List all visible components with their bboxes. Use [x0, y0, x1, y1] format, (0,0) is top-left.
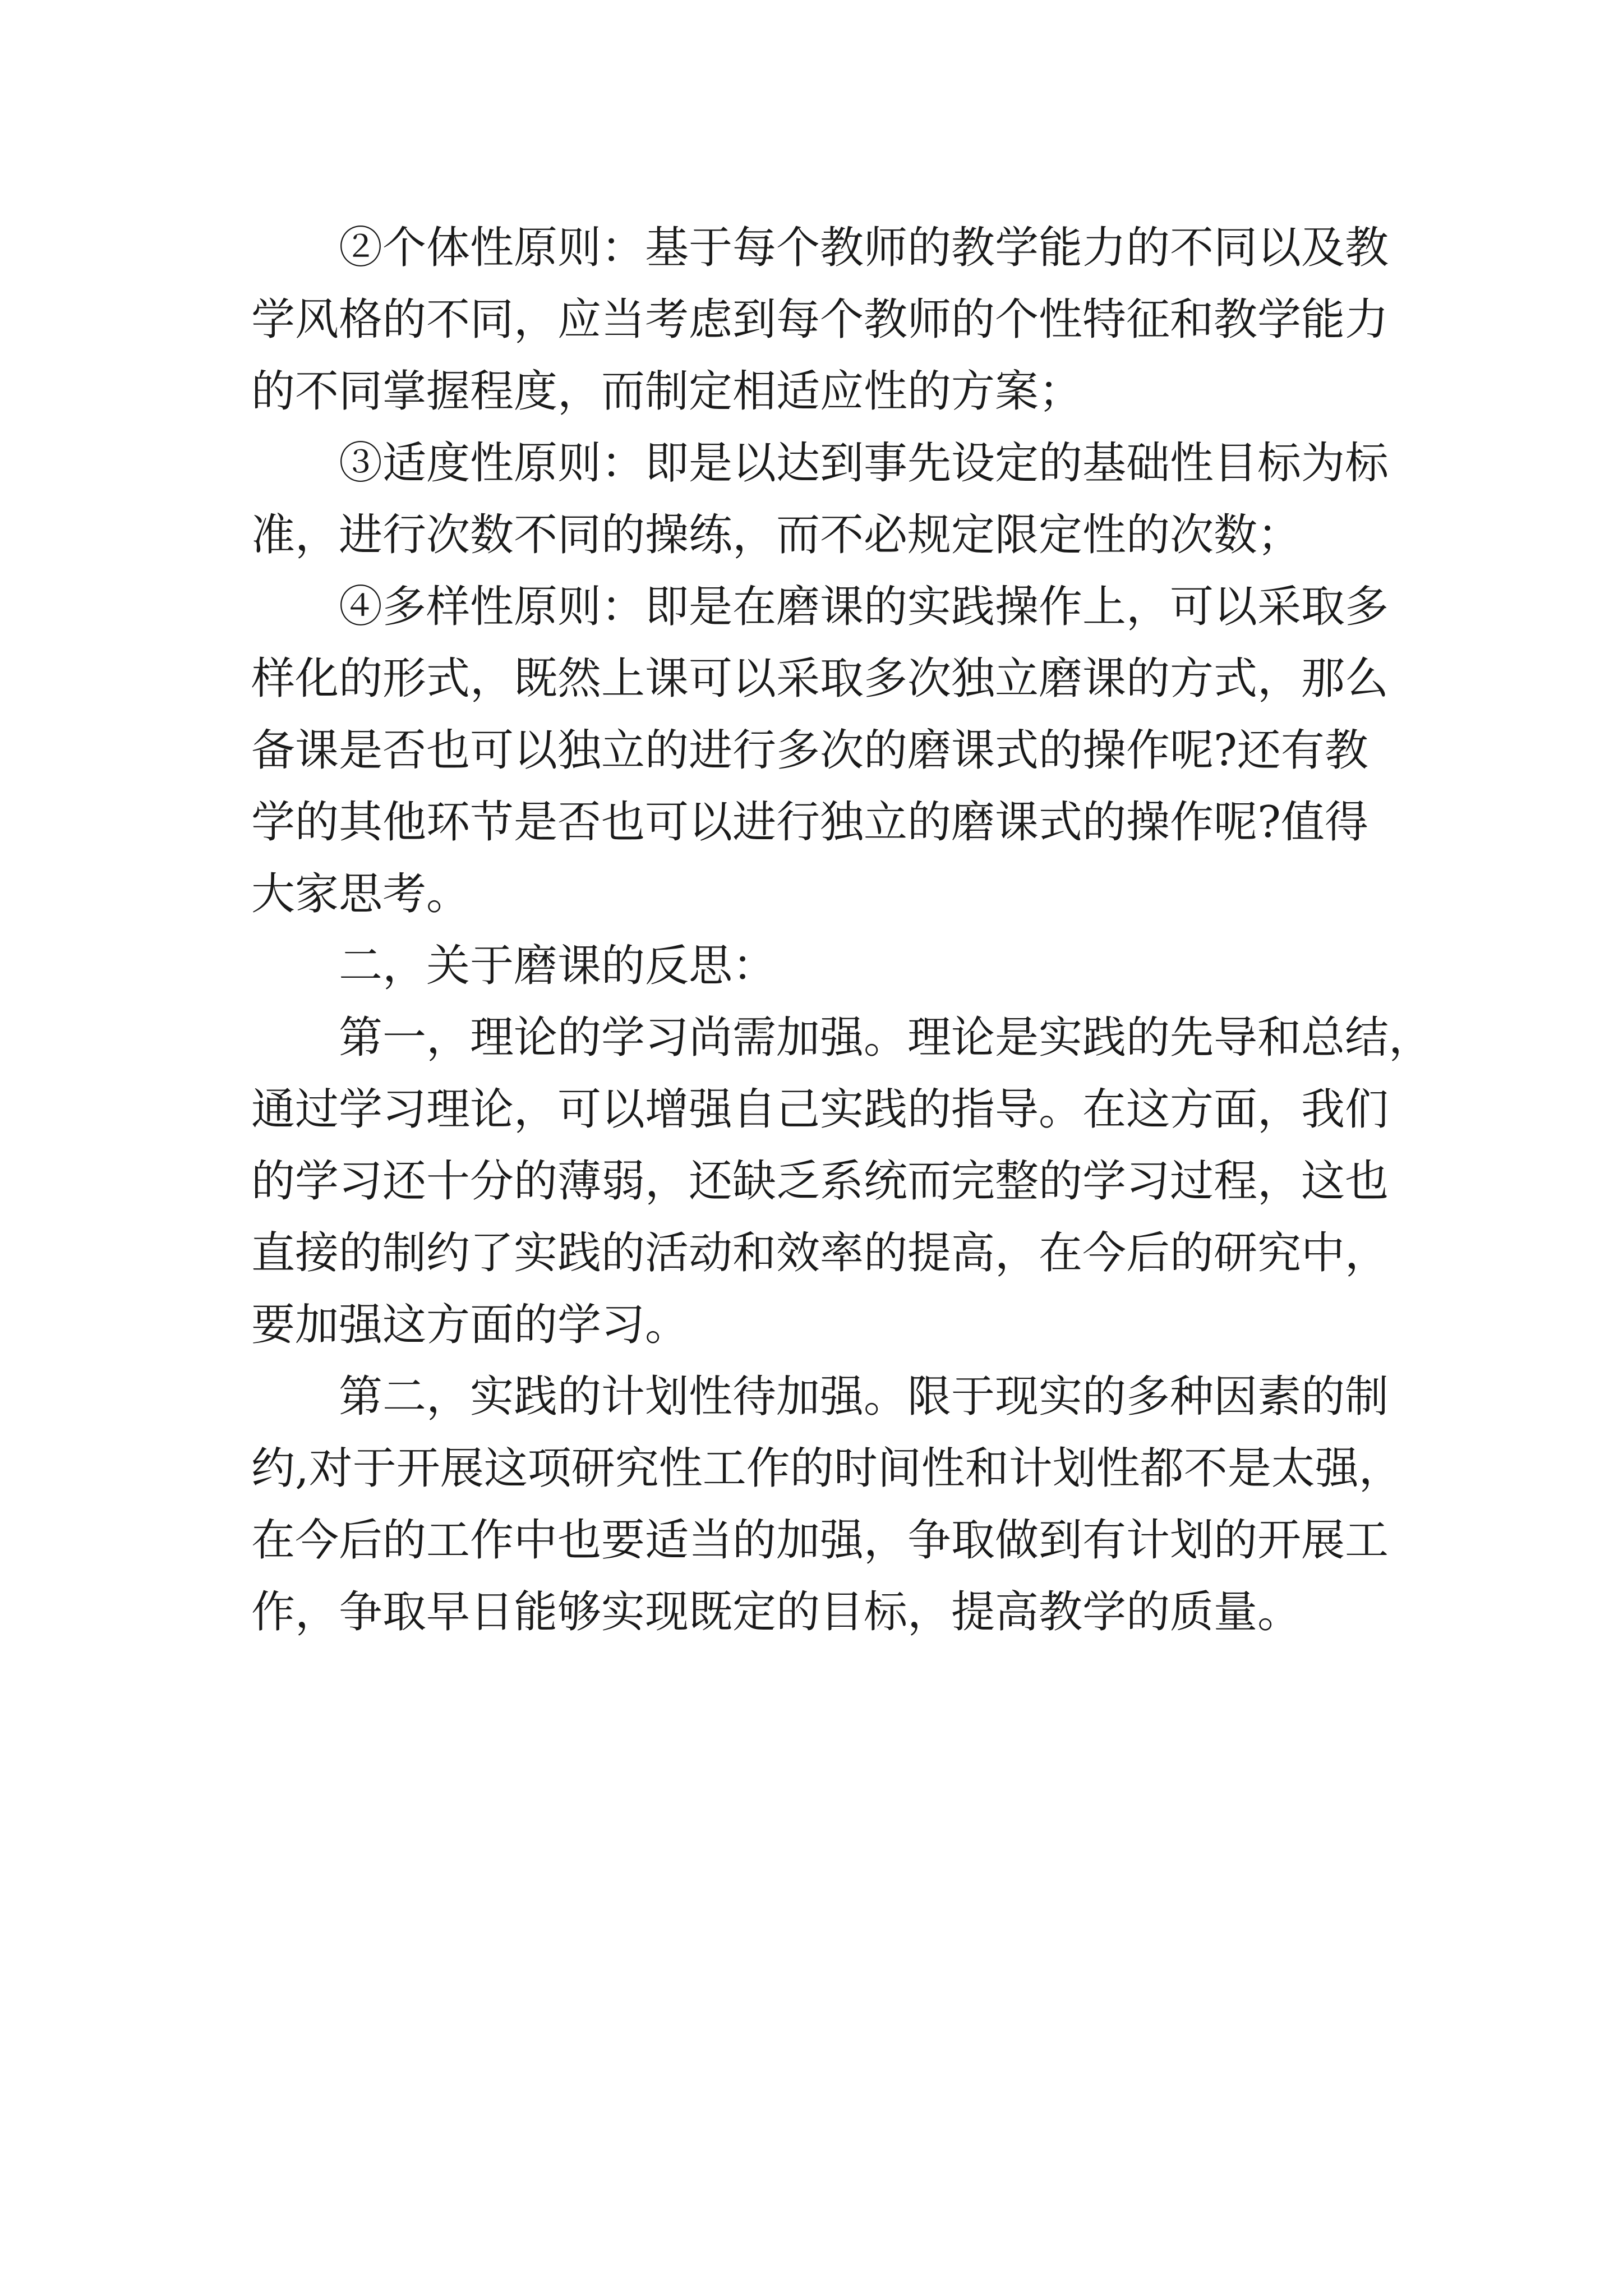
text-line: 的不同掌握程度，而制定相适应性的方案； [251, 366, 1083, 417]
body-text [251, 212, 1433, 1648]
paragraph-reflection-first [251, 1002, 1433, 1361]
section-heading-reflection [251, 930, 1390, 1002]
text-line: ②个体性原则：基于每个教师的教学能力的不同以及教 [339, 223, 1389, 273]
text-line: 准，进行次数不同的操练，而不必规定限定性的次数； [251, 510, 1302, 560]
text-line: 在今后的工作中也要适当的加强，争取做到有计划的开展工 [251, 1515, 1389, 1566]
text-line: 学的其他环节是否也可以进行独立的磨课式的操作呢?值得 [251, 797, 1368, 848]
text-line: 学风格的不同，应当考虑到每个教师的个性特征和教学能力 [251, 295, 1389, 345]
text-line: 通过学习理论，可以增强自己实践的指导。在这方面，我们 [251, 1084, 1389, 1135]
text-line: 大家思考。 [251, 869, 471, 919]
paragraph-reflection-second [251, 1361, 1403, 1648]
text-line: 作，争取早日能够实现既定的目标，提高教学的质量。 [251, 1587, 1302, 1637]
paragraph-principle-individuality [251, 212, 1390, 427]
text-line: 第一，理论的学习尚需加强。理论是实践的先导和总结， [339, 1013, 1433, 1063]
text-line: 样化的形式，既然上课可以采取多次独立磨课的方式，那么 [251, 654, 1389, 704]
text-line: 二，关于磨课的反思： [339, 941, 777, 991]
paragraph-principle-diversity [251, 571, 1390, 930]
text-line: 要加强这方面的学习。 [251, 1300, 689, 1350]
text-line: 第二，实践的计划性待加强。限于现实的多种因素的制 [339, 1372, 1389, 1422]
text-line: 直接的制约了实践的活动和效率的提高，在今后的研究中， [251, 1228, 1389, 1278]
text-line: ④多样性原则：即是在磨课的实践操作上，可以采取多 [339, 582, 1389, 632]
text-line: 的学习还十分的薄弱，还缺乏系统而完整的学习过程，这也 [251, 1156, 1389, 1207]
text-line: 备课是否也可以独立的进行多次的磨课式的操作呢?还有教 [251, 725, 1368, 776]
text-line: ③适度性原则：即是以达到事先设定的基础性目标为标 [339, 438, 1389, 489]
text-line: 约,对于开展这项研究性工作的时间性和计划性都不是太强， [251, 1443, 1403, 1494]
paragraph-principle-moderation [251, 427, 1390, 571]
